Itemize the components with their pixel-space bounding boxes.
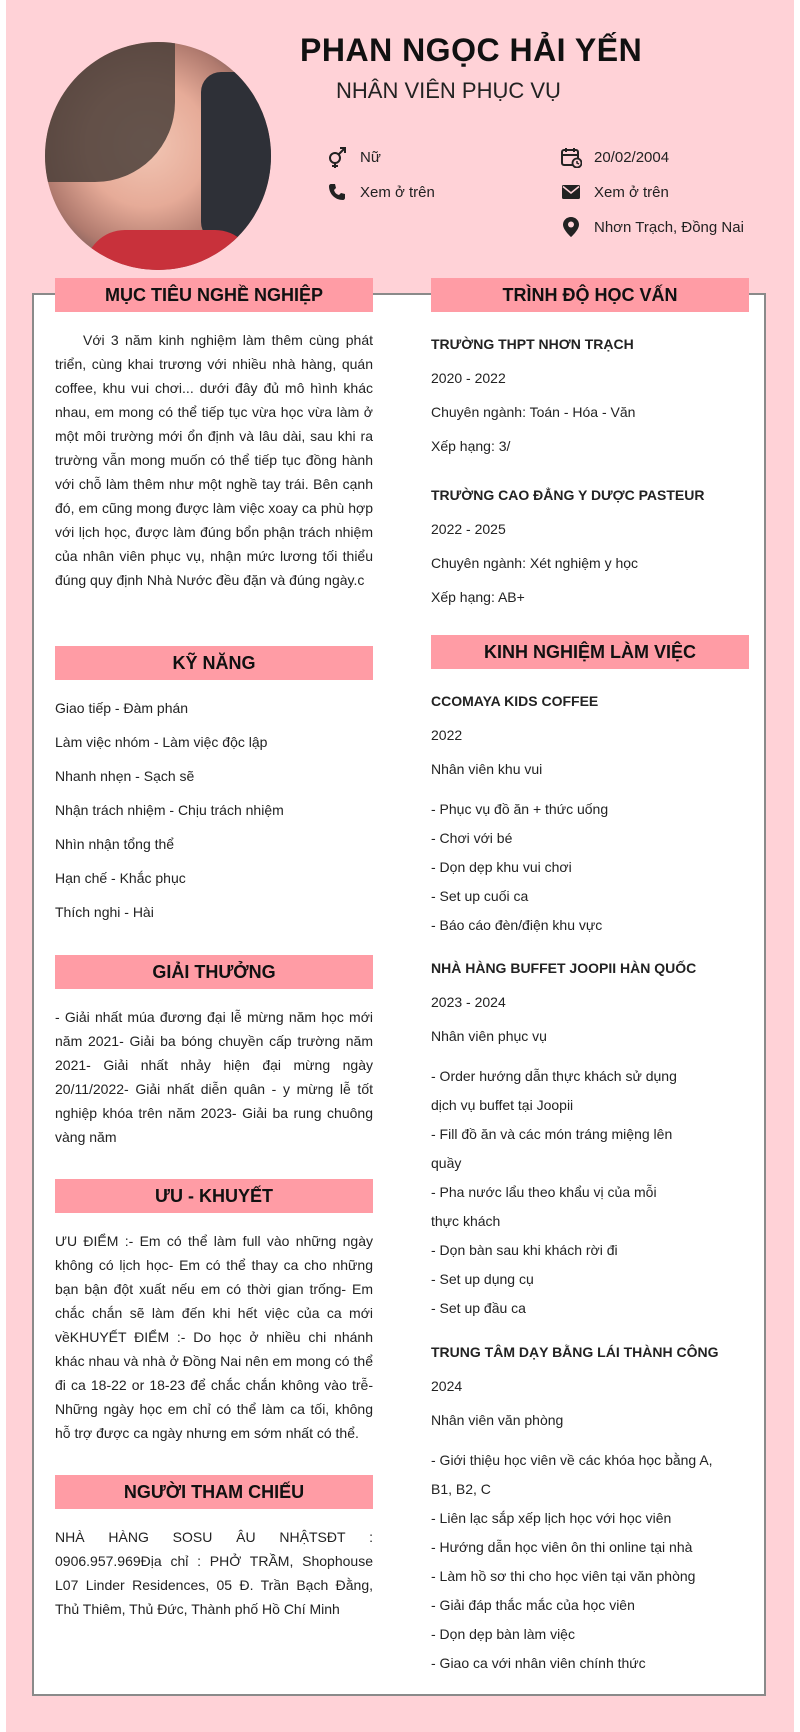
address-info [560, 216, 744, 238]
job-duty: - Set up dụng cụ [431, 1271, 534, 1287]
calendar-icon [560, 146, 582, 168]
job-duty: - Làm hồ sơ thi cho học viên tại văn phòng [431, 1568, 696, 1584]
job-entry [431, 960, 697, 1323]
job-duty: - Liên lạc sắp xếp lịch học với học viên [431, 1510, 672, 1526]
job-years: 2023 - 2024 [431, 994, 506, 1010]
job-entry [431, 693, 721, 940]
phone-icon [326, 181, 348, 203]
job-duty: - Set up đầu ca [431, 1300, 526, 1316]
company-name: CCOMAYA KIDS COFFEE [431, 693, 599, 709]
gender-icon [326, 146, 348, 168]
awards-heading: GIẢI THƯỞNG [55, 955, 373, 989]
skills-list [55, 698, 373, 936]
education-entry [431, 487, 751, 623]
gender-info [326, 146, 381, 168]
experience-heading: KINH NGHIỆM LÀM VIỆC [431, 635, 749, 669]
education-entry [431, 336, 751, 472]
skill-item: Nhìn nhận tổng thể [55, 836, 175, 852]
school-years: 2022 - 2025 [431, 521, 506, 537]
career-goal-text: Với 3 năm kinh nghiệm làm thêm cùng phát triển, cùng khai trương với nhiều nhà hàng, quán coffee, khu vui chơi... dưới đây đủ mô hình khác nhau, em mong có thể tiếp tục vừa học vừa làm ở một môi trường mới ổn định và lâu dài, sau khi ra trường vẫn mong muốn có thể tiếp tục đồng hành với chỗ làm thêm như một nghề tay trái. Bên cạnh đó, em cũng mong được làm việc xoay ca phù hợp với lịch học, được làm đúng bổn phận trách nhiệm của nhân viên phục vụ, nhận mức lương tối thiểu đúng quy định Nhà Nước đều đặn và đúng ngày.c [55, 332, 373, 588]
company-name: TRUNG TÂM DẠY BẰNG LÁI THÀNH CÔNG [431, 1344, 719, 1360]
awards-text: - Giải nhất múa đương đại lễ mừng năm học mới năm 2021- Giải ba bóng chuyền cấp trường năm 2021- Giải nhất nhảy hiện đại mừng ngày 20/11/2022- Giải nhất diễn quân - y mừng lễ tốt nghiệp khóa trên năm 2023- Giải ba rung chuông vàng năm [55, 1009, 373, 1145]
job-position: Nhân viên văn phòng [431, 1412, 564, 1428]
school-years: 2020 - 2022 [431, 370, 506, 386]
job-years: 2022 [431, 727, 463, 743]
job-position: Nhân viên khu vui [431, 761, 543, 777]
email-info [560, 181, 669, 203]
skill-item: Làm việc nhóm - Làm việc độc lập [55, 734, 268, 750]
location-pin-icon [560, 216, 582, 238]
job-duty: - Hướng dẫn học viên ôn thi online tại nhà [431, 1539, 693, 1555]
phone-value: Xem ở trên [360, 183, 435, 201]
job-duty: - Chơi với bé [431, 830, 513, 846]
school-rank: Xếp hạng: 3/ [431, 438, 511, 454]
skill-item: Hạn chế - Khắc phục [55, 870, 186, 886]
school-name: TRƯỜNG CAO ĐẲNG Y DƯỢC PASTEUR [431, 487, 705, 503]
education-heading: TRÌNH ĐỘ HỌC VẤN [431, 278, 749, 312]
job-duty: - Giao ca với nhân viên chính thức [431, 1655, 646, 1671]
phone-info [326, 181, 435, 203]
school-major: Chuyên ngành: Xét nghiệm y học [431, 555, 639, 571]
job-duty: - Phục vụ đồ ăn + thức uống [431, 801, 609, 817]
career-goal-heading: MỤC TIÊU NGHỀ NGHIỆP [55, 278, 373, 312]
gender-value: Nữ [360, 148, 381, 166]
job-duty: - Dọn dẹp khu vui chơi [431, 859, 572, 875]
job-duty: - Giải đáp thắc mắc của học viên [431, 1597, 635, 1613]
candidate-name: PHAN NGỌC HẢI YẾN [300, 32, 643, 68]
school-rank: Xếp hạng: AB+ [431, 589, 525, 605]
pros-cons-text: ƯU ĐIỂM :- Em có thể làm full vào những ngày không có lịch học- Em có thể thay ca cho những bạn bận đột xuất nếu em có thời gian trống- Em chắc chắn sẽ làm đến khi hết việc của ca mới vềKHUYẾT ĐIỂM :- Do học ở nhiều chi nhánh khác nhau và nhà ở Đồng Nai nên em mong có thể đi ca 18-22 or 18-23 để chắc chắn không vào trễ- Những ngày học em chỉ có thể làm ca tối, không hỗ trợ được ca ngày nhưng em sớm nhất có thể. [55, 1233, 373, 1441]
job-duty: - Giới thiệu học viên về các khóa học bằng A, B1, B2, C [431, 1452, 713, 1497]
references-text: NHÀ HÀNG SOSU ÂU NHẬTSĐT : 0906.957.969Địa chỉ : PHỞ TRẦM, Shophouse L07 Linder Residences, 05 Đ. Trần Bạch Đằng, Thủ Thiêm, Thủ Đức, Thành phố Hồ Chí Minh [55, 1529, 373, 1617]
job-duty: - Pha nước lẩu theo khẩu vị của mỗi thực khách [431, 1184, 657, 1229]
job-duty: - Dọn dẹp bàn làm việc [431, 1626, 575, 1642]
references-heading: NGƯỜI THAM CHIẾU [55, 1475, 373, 1509]
skills-heading: KỸ NĂNG [55, 646, 373, 680]
dob-value: 20/02/2004 [594, 148, 670, 166]
job-entry [431, 1344, 719, 1678]
candidate-role: NHÂN VIÊN PHỤC VỤ [336, 78, 561, 103]
job-duty: - Fill đồ ăn và các món tráng miệng lên quầy [431, 1126, 673, 1171]
profile-photo [45, 42, 271, 270]
job-duty: - Báo cáo đèn/điện khu vực [431, 917, 603, 933]
mail-icon [560, 181, 582, 203]
email-value: Xem ở trên [594, 183, 669, 201]
address-value: Nhơn Trạch, Đồng Nai [594, 218, 744, 236]
school-major: Chuyên ngành: Toán - Hóa - Văn [431, 404, 636, 420]
job-years: 2024 [431, 1378, 463, 1394]
dob-info [560, 146, 669, 168]
skill-item: Nhận trách nhiệm - Chịu trách nhiệm [55, 802, 284, 818]
school-name: TRƯỜNG THPT NHƠN TRẠCH [431, 336, 634, 352]
job-duty: - Dọn bàn sau khi khách rời đi [431, 1242, 618, 1258]
pros-cons-heading: ƯU - KHUYẾT [55, 1179, 373, 1213]
skill-item: Giao tiếp - Đàm phán [55, 700, 189, 716]
job-duty: - Set up cuối ca [431, 888, 529, 904]
job-duty: - Order hướng dẫn thực khách sử dụng dịch vụ buffet tại Joopii [431, 1068, 677, 1113]
company-name: NHÀ HÀNG BUFFET JOOPII HÀN QUỐC [431, 960, 697, 976]
job-position: Nhân viên phục vụ [431, 1028, 547, 1044]
skill-item: Thích nghi - Hài [55, 904, 154, 920]
skill-item: Nhanh nhẹn - Sạch sẽ [55, 768, 195, 784]
